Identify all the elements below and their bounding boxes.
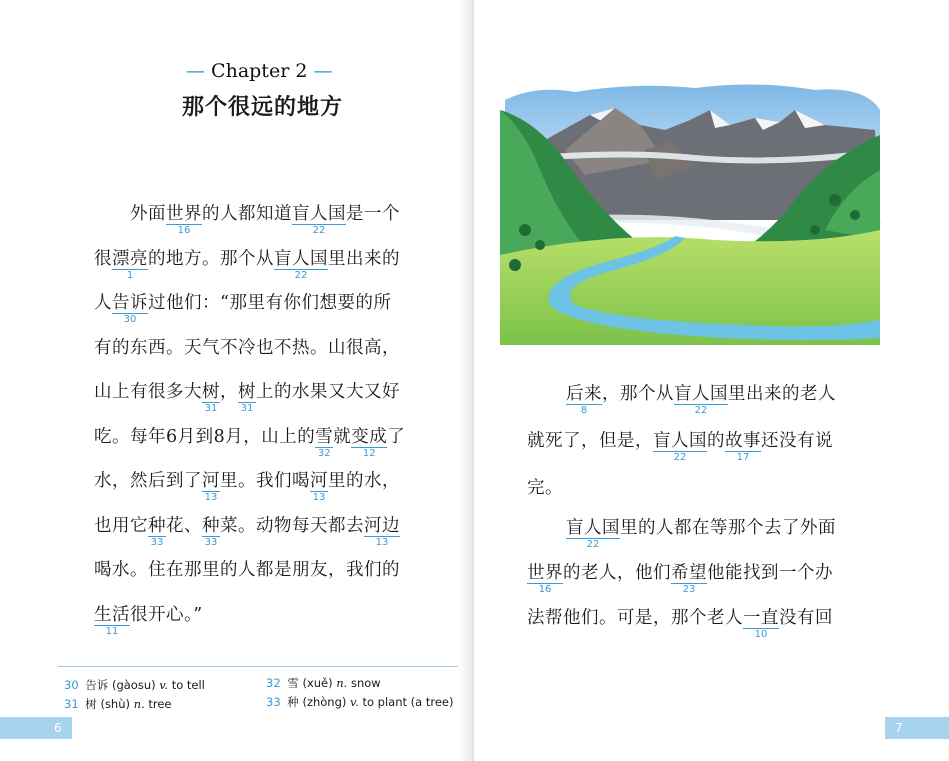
- vocab-number: 30: [123, 314, 137, 326]
- vocab-word: 后来 8: [566, 384, 602, 417]
- text-segment: 的人都知道: [202, 204, 292, 224]
- footnote-divider: [58, 666, 458, 667]
- text-line: [94, 245, 400, 281]
- text-line: [94, 423, 406, 459]
- text-line: [94, 289, 392, 326]
- text-segment: 里出来的: [328, 248, 400, 269]
- vocab-word: 种 33: [202, 515, 220, 548]
- text-segment: 就: [333, 426, 352, 447]
- text-segment: 水，然后到了: [94, 471, 202, 491]
- text-segment: 里的水，: [328, 471, 400, 491]
- text-segment: 里出来的老人: [728, 384, 836, 404]
- text-segment: 菜。动物每天都去: [220, 515, 364, 536]
- text-segment: 法帮他们。可是，那个老人: [527, 608, 743, 628]
- text-line: [527, 604, 833, 641]
- vocab-number: 13: [312, 492, 326, 504]
- text-line: [94, 556, 400, 581]
- vocab-number: 22: [694, 405, 708, 417]
- vocab-word: 世界 16: [166, 204, 202, 237]
- text-line: [130, 200, 400, 237]
- vocab-number: 33: [204, 536, 218, 548]
- vocab-word: 河边 13: [364, 515, 400, 548]
- vocab-number: 33: [150, 536, 164, 548]
- vocab-word: 漂亮 1: [112, 248, 148, 281]
- page-tab-left: [0, 717, 72, 739]
- text-segment: 上的水果又大又好: [256, 382, 400, 402]
- mountain-valley-illustration: [495, 80, 885, 345]
- text-segment: 的地方。那个从: [148, 248, 274, 269]
- chapter-label: [186, 60, 332, 82]
- text-segment: 里。我们喝: [220, 471, 310, 491]
- vocab-number: 10: [754, 629, 768, 641]
- vocab-number: 32: [317, 447, 331, 459]
- vocab-number: 22: [586, 539, 600, 551]
- vocab-number: 22: [294, 269, 308, 281]
- vocab-number: 1: [126, 269, 134, 281]
- chapter-text: Chapter 2: [211, 60, 308, 82]
- text-segment: 他能找到一个办: [707, 563, 833, 583]
- vocab-word: 生活 11: [94, 604, 130, 637]
- vocab-number: 31: [204, 403, 218, 415]
- vocab-number: 16: [538, 584, 552, 596]
- text-segment: 也用它: [94, 515, 148, 536]
- text-segment: 外面: [130, 204, 166, 224]
- text-line: [94, 467, 400, 504]
- chapter-title: 那个很远的地方: [182, 95, 344, 120]
- vocab-number: 22: [673, 452, 687, 464]
- text-segment: 里的人都在等那个去了外面: [620, 518, 836, 538]
- vocab-word: 告诉 30: [112, 293, 148, 326]
- vocab-number: 8: [580, 405, 588, 417]
- text-line: [566, 514, 836, 551]
- vocab-word: 世界 16: [527, 563, 563, 596]
- glossary-entry: 31 树 (shù) n. tree: [64, 697, 172, 711]
- text-segment: 山上有很多大: [94, 382, 202, 402]
- vocab-word: 希望 23: [671, 563, 707, 596]
- vocab-word: 故事 17: [725, 431, 761, 464]
- vocab-number: 22: [312, 225, 326, 237]
- left-page: [0, 0, 472, 761]
- vocab-number: 17: [736, 452, 750, 464]
- text-line: [94, 378, 400, 415]
- vocab-word: 河 13: [310, 471, 328, 504]
- vocab-number: 13: [375, 536, 389, 548]
- vocab-word: 雪 32: [315, 426, 334, 459]
- dash-right: —: [313, 60, 333, 82]
- text-line: [94, 601, 203, 637]
- text-segment: 是一个: [346, 204, 400, 224]
- vocab-number: 13: [204, 492, 218, 504]
- vocab-word: 河 13: [202, 471, 220, 504]
- vocab-word: 盲人国 22: [674, 384, 728, 417]
- glossary-entry: 33 种 (zhòng) v. to plant (a tree): [266, 695, 454, 709]
- page-number-left: 6: [54, 721, 62, 735]
- text-segment: 吃。每年6月到8月，山上的: [94, 426, 316, 447]
- text-segment: ，那个从: [602, 384, 674, 404]
- glossary-entry: 32 雪 (xuě) n. snow: [266, 676, 381, 690]
- vocab-word: 盲人国 22: [566, 518, 620, 551]
- vocab-word: 盲人国 22: [292, 204, 346, 237]
- vocab-number: 11: [105, 625, 119, 637]
- vocab-word: 树 31: [202, 382, 220, 415]
- text-line: [566, 380, 836, 417]
- text-segment: 没有回: [779, 608, 833, 628]
- text-line: [94, 512, 400, 548]
- vocab-word: 树 31: [238, 382, 256, 415]
- text-line: [527, 559, 833, 596]
- vocab-word: 种 33: [148, 515, 166, 548]
- text-segment: ，: [220, 382, 238, 402]
- text-line: [527, 474, 563, 499]
- text-line: [527, 427, 833, 464]
- vocab-word: 变成 12: [351, 426, 388, 459]
- text-segment: 了: [387, 426, 406, 447]
- page-tab-right: [885, 717, 949, 739]
- vocab-word: 盲人国 22: [274, 248, 328, 281]
- text-segment: 的: [707, 431, 725, 451]
- text-segment: 很: [94, 248, 112, 269]
- text-segment: 人: [94, 293, 112, 313]
- text-segment: 就死了，但是，: [527, 431, 653, 451]
- page-number-right: 7: [895, 721, 903, 735]
- vocab-number: 16: [177, 225, 191, 237]
- vocab-number: 23: [682, 584, 696, 596]
- text-segment: 花、: [166, 515, 202, 536]
- text-segment: 过他们：“那里有你们想要的所: [148, 293, 392, 313]
- glossary-entry: 30 告诉 (gàosu) v. to tell: [64, 678, 205, 692]
- dash-left: —: [186, 60, 205, 82]
- vocab-number: 31: [240, 403, 254, 415]
- vocab-word: 盲人国 22: [653, 431, 707, 464]
- text-segment: 的老人，他们: [563, 563, 671, 583]
- text-segment: 完。: [527, 478, 563, 498]
- text-segment: 很开心。”: [130, 604, 203, 625]
- vocab-number: 12: [362, 447, 376, 459]
- text-segment: 还没有说: [761, 431, 833, 451]
- text-line: [94, 334, 400, 359]
- text-segment: 喝水。住在那里的人都是朋友，我们的: [94, 560, 400, 580]
- text-segment: 有的东西。天气不冷也不热。山很高，: [94, 337, 400, 358]
- vocab-word: 一直 10: [743, 608, 779, 641]
